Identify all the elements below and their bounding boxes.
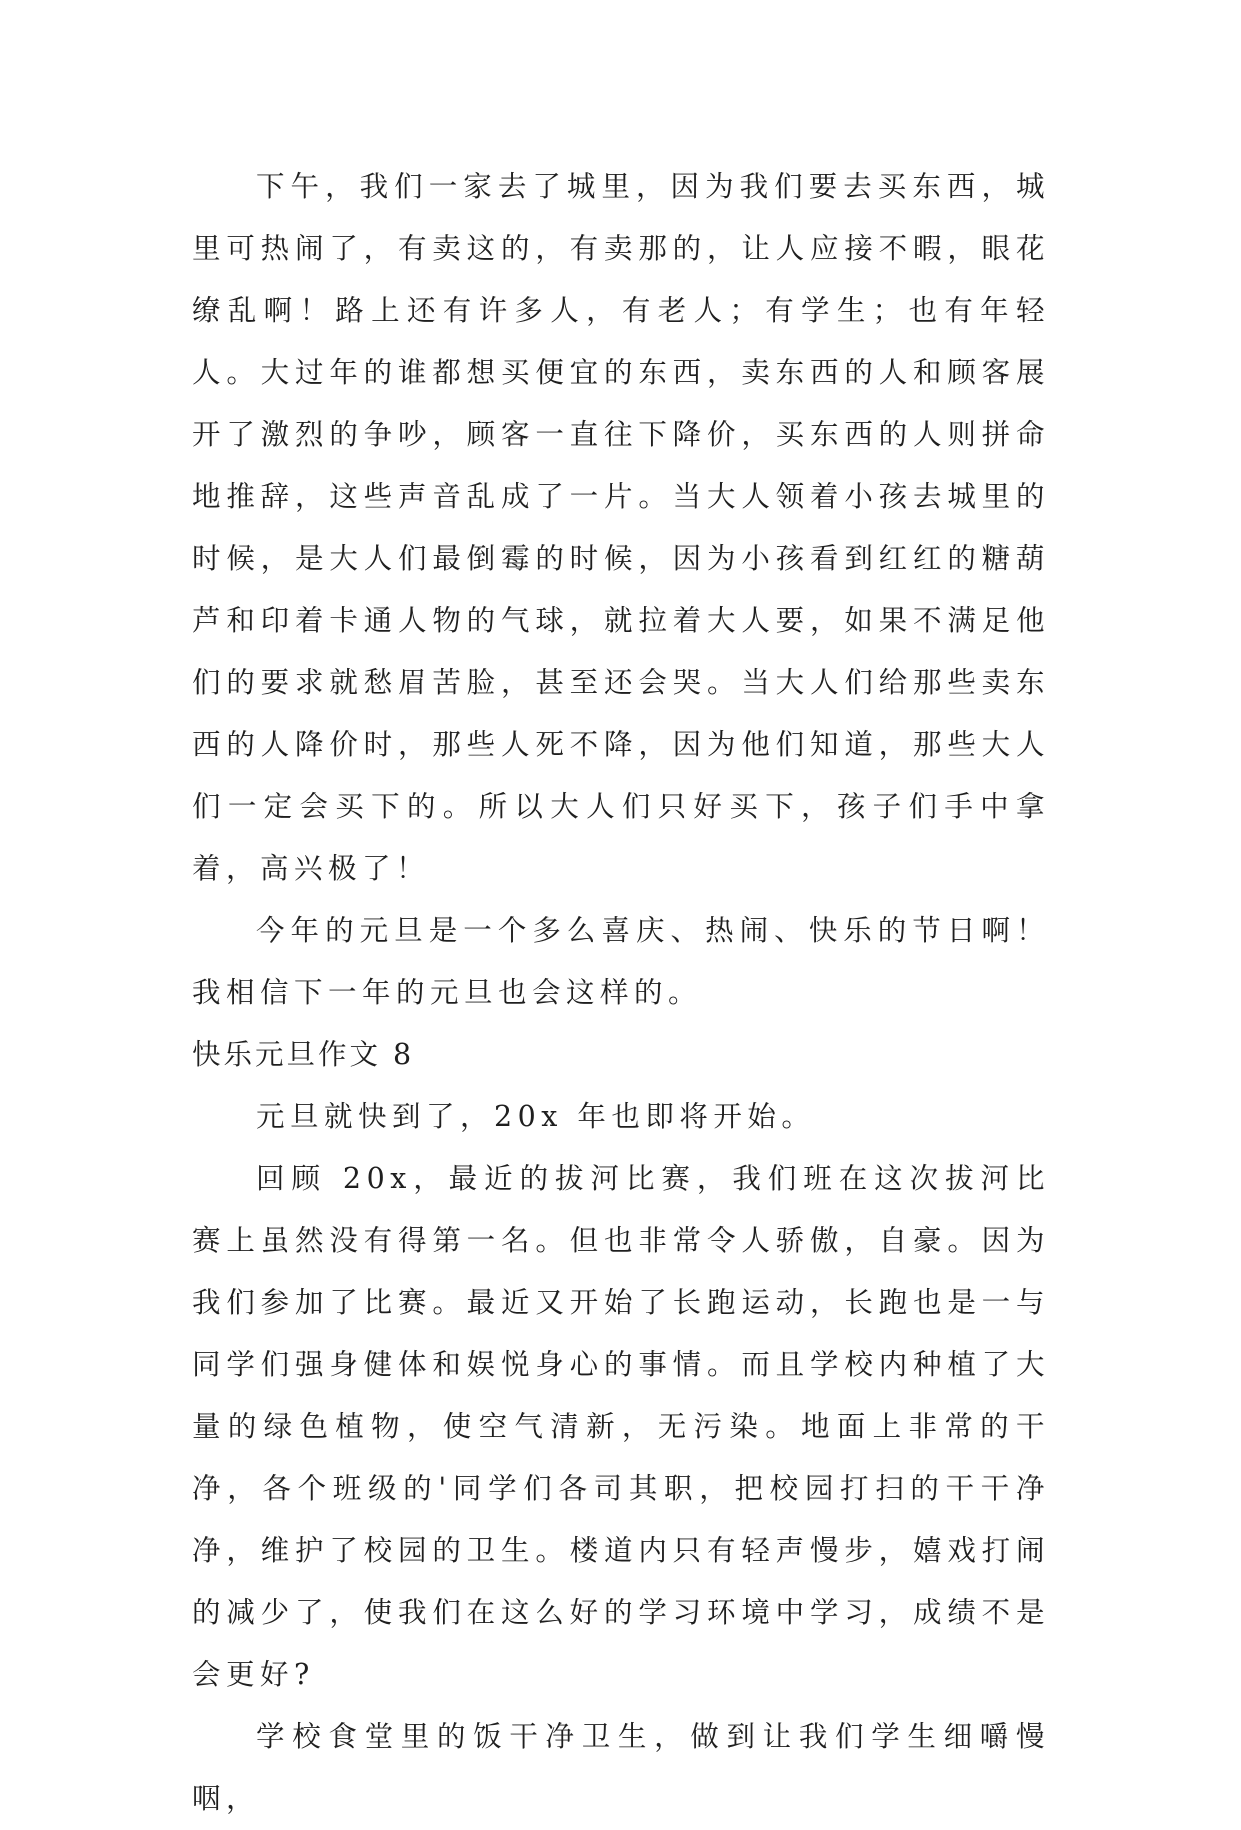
document-body	[192, 156, 1050, 1830]
paragraph-city-shopping: 下午，我们一家去了城里，因为我们要去买东西，城里可热闹了，有卖这的，有卖那的，让人应接不暇，眼花缭乱啊！路上还有许多人，有老人；有学生；也有年轻人。大过年的谁都想买便宜的东西，卖东西的人和顾客展开了激烈的争吵，顾客一直往下降价，买东西的人则拼命地推辞，这些声音乱成了一片。当大人领着小孩去城里的时候，是大人们最倒霉的时候，因为小孩看到红红的糖葫芦和印着卡通人物的气球，就拉着大人要，如果不满足他们的要求就愁眉苦脸，甚至还会哭。当大人们给那些卖东西的人降价时，那些人死不降，因为他们知道，那些大人们一定会买下的。所以大人们只好买下，孩子们手中拿着，高兴极了！	[192, 170, 1050, 885]
paragraph-new-year-summary: 今年的元旦是一个多么喜庆、热闹、快乐的节日啊！我相信下一年的元旦也会这样的。	[192, 914, 1050, 1009]
paragraph-review: 回顾 20x，最近的拔河比赛，我们班在这次拔河比赛上虽然没有得第一名。但也非常令人骄傲，自豪。因为我们参加了比赛。最近又开始了长跑运动，长跑也是一与同学们强身健体和娱悦身心的事情。而且学校内种植了大量的绿色植物，使空气清新，无污染。地面上非常的干净，各个班级的'同学们各司其职，把校园打扫的干干净净，维护了校园的卫生。楼道内只有轻声慢步，嬉戏打闹的减少了，使我们在这么好的学习环境中学习，成绩不是会更好?	[192, 1162, 1050, 1691]
paragraph-new-year-coming: 元旦就快到了，20x 年也即将开始。	[256, 1100, 816, 1133]
paragraph-canteen: 学校食堂里的饭干净卫生，做到让我们学生细嚼慢咽，	[192, 1720, 1050, 1815]
essay-heading: 快乐元旦作文 8	[192, 1038, 415, 1071]
